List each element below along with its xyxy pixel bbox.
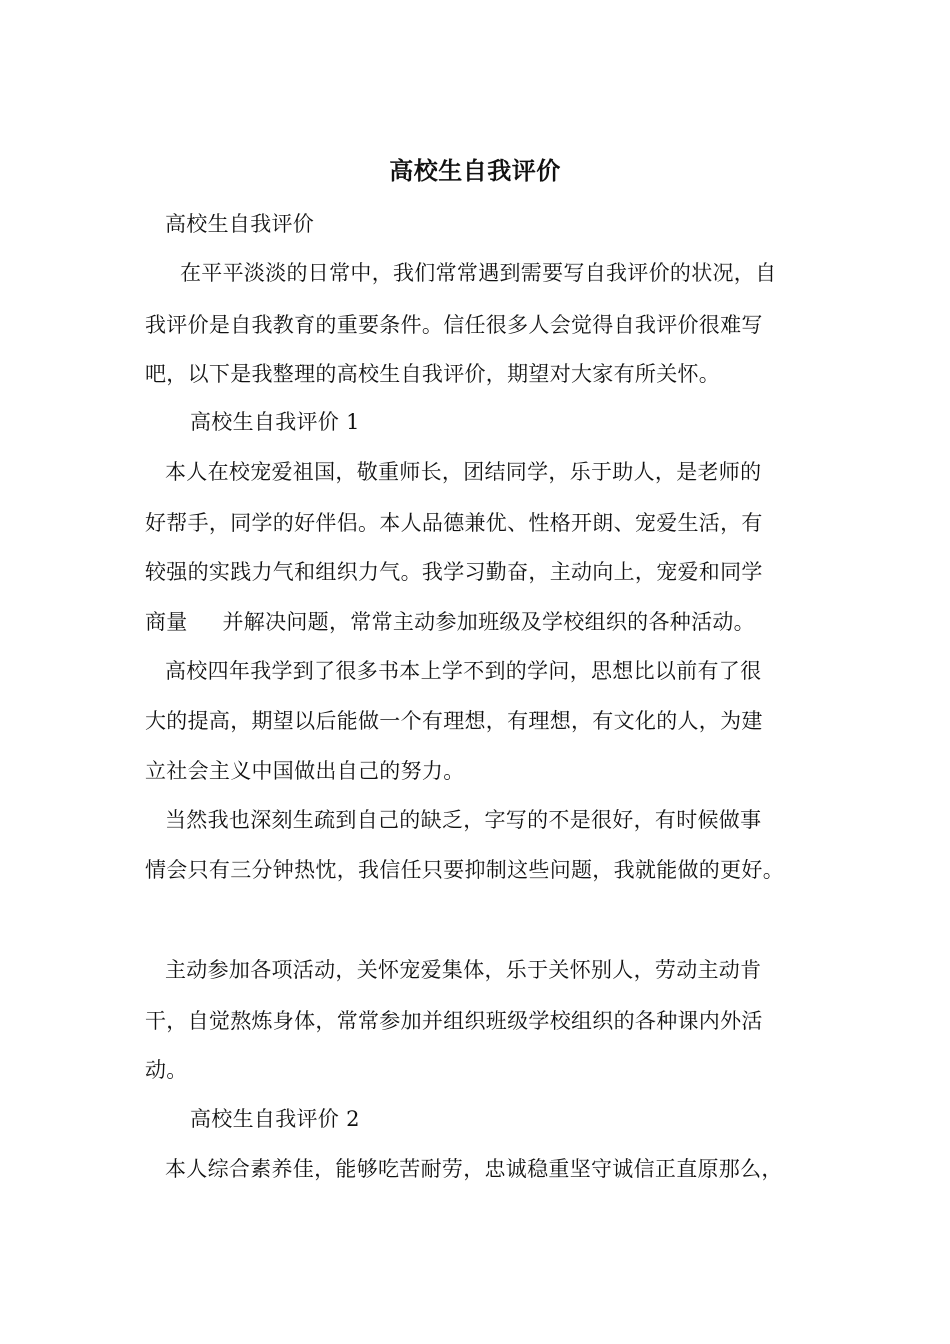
section1-p2-line-2: 大的提高，期望以后能做一个有理想，有理想，有文化的人，为建 bbox=[145, 709, 763, 733]
section1-p1-line-2: 好帮手，同学的好伴侣。本人品德兼优、性格开朗、宠爱生活，有 bbox=[145, 511, 763, 535]
section1-p1-line-4: 商量 并解决问题，常常主动参加班级及学校组织的各种活动。 bbox=[145, 610, 755, 634]
intro-line-2: 我评价是自我教育的重要条件。信任很多人会觉得自我评价很难写 bbox=[145, 313, 763, 337]
section1-p4-line-1: 主动参加各项活动，关怀宠爱集体，乐于关怀别人，劳动主动肯 bbox=[165, 958, 762, 982]
document-subtitle: 高校生自我评价 bbox=[165, 212, 315, 236]
section1-p1-line-1: 本人在校宠爱祖国，敬重师长，团结同学，乐于助人，是老师的 bbox=[165, 460, 762, 484]
section1-p2-line-3: 立社会主义中国做出自己的努力。 bbox=[145, 759, 465, 783]
section1-p1-line-3: 较强的实践力气和组织力气。我学习勤奋，主动向上，宠爱和同学 bbox=[145, 560, 763, 584]
section1-p2-line-1: 高校四年我学到了很多书本上学不到的学问，思想比以前有了很 bbox=[165, 659, 762, 683]
intro-line-1: 在平平淡淡的日常中，我们常常遇到需要写自我评价的状况，自 bbox=[180, 261, 777, 285]
section1-p4-line-2: 干，自觉熬炼身体，常常参加并组织班级学校组织的各种课内外活 bbox=[145, 1009, 763, 1033]
intro-line-3: 吧，以下是我整理的高校生自我评价，期望对大家有所关怀。 bbox=[145, 362, 721, 386]
section1-p3-line-1: 当然我也深刻生疏到自己的缺乏，字写的不是很好，有时候做事 bbox=[165, 808, 762, 832]
section2-p1-line-1: 本人综合素养佳，能够吃苦耐劳，忠诚稳重坚守诚信正直原那么， bbox=[165, 1157, 783, 1181]
document-title: 高校生自我评价 bbox=[389, 156, 561, 185]
section1-p3-line-2: 情会只有三分钟热忱，我信任只要抑制这些问题，我就能做的更好。 bbox=[145, 858, 784, 882]
section2-heading: 高校生自我评价 2 bbox=[190, 1107, 360, 1131]
section1-heading: 高校生自我评价 1 bbox=[190, 410, 360, 434]
section1-p4-line-3: 动。 bbox=[145, 1058, 188, 1082]
